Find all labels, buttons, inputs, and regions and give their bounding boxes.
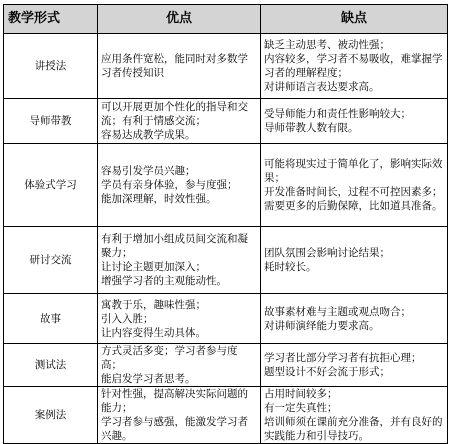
pros-cell — [98, 294, 261, 344]
cons-cell — [261, 344, 448, 387]
pros-line: 应用条件宽松，能同时对多数学习者传授知识 — [101, 53, 248, 79]
table-row — [4, 227, 448, 294]
pros-line: 让讨论主题更加深入； — [101, 261, 206, 273]
cons-line: 耗时较长。 — [264, 261, 317, 273]
pros-line: 容易引发学员兴趣； — [101, 165, 196, 177]
pros-line: 针对性强，提高解决实际问题的能力； — [101, 388, 248, 414]
method-cell: 讲授法 — [4, 34, 98, 99]
cons-line: 受导师能力和责任性影响较大； — [264, 108, 411, 120]
method-cell: 案例法 — [4, 387, 98, 444]
pros-line: 容易达成教学成果。 — [101, 129, 196, 141]
header-pros: 优点 — [98, 5, 261, 34]
cons-line: 题型设计不好会流于形式； — [264, 366, 390, 378]
cons-line: 需要更多的后勤保障，比如道具准备。 — [264, 200, 443, 212]
pros-line: 能启发学习者思考。 — [101, 373, 196, 385]
pros-line: 可以开展更加个性化的指导和交流；有利于情感交流； — [101, 101, 248, 127]
pros-line: 学习者参与感强，能激发学习者兴趣。 — [101, 416, 248, 442]
cons-line: 可能将现实过于简单化了，影响实际效果； — [264, 158, 443, 184]
header-cons: 缺点 — [261, 5, 448, 34]
pros-line: 有利于增加小组成员间交流和凝聚力； — [101, 233, 248, 259]
table-body — [4, 34, 448, 444]
cons-line: 故事素材难与主题或观点吻合； — [264, 305, 411, 318]
table-row — [4, 34, 448, 99]
pros-cell — [98, 34, 261, 99]
table-row — [4, 344, 448, 387]
cons-line: 缺乏主动思考、被动性强； — [264, 39, 390, 51]
pros-line: 学员有亲身体验，参与度强； — [101, 179, 238, 191]
pros-line: 引入入胜； — [101, 312, 154, 325]
pros-cell — [98, 344, 261, 387]
cons-line: 导师带教人数有限。 — [264, 122, 359, 134]
pros-cell — [98, 99, 261, 144]
cons-line: 对讲师语言表达要求高。 — [264, 81, 380, 93]
cons-line: 培训师须在课前充分准备，并有良好的实践能力和引导技巧。 — [264, 416, 443, 442]
cons-line: 学习者比部分学习者有抗拒心理； — [264, 352, 422, 364]
pros-cell — [98, 227, 261, 294]
teaching-methods-table — [3, 4, 448, 444]
cons-cell — [261, 387, 448, 444]
cons-line: 对讲师演绎能力要求高。 — [264, 319, 380, 332]
header-method: 教学形式 — [4, 5, 98, 34]
pros-line: 让内容变得生动具体。 — [101, 326, 206, 339]
cons-line: 开发准备时间长，过程不可控因素多； — [264, 186, 443, 198]
method-cell: 研讨交流 — [4, 227, 98, 294]
pros-line: 增强学习者的主观能动性。 — [101, 275, 227, 287]
cons-cell — [261, 294, 448, 344]
pros-cell — [98, 387, 261, 444]
cons-cell — [261, 144, 448, 227]
method-cell: 体验式学习 — [4, 144, 98, 227]
cons-line: 有一定失真性； — [264, 402, 338, 414]
cons-cell — [261, 227, 448, 294]
pros-line: 方式灵活多变；学习者参与度高； — [101, 345, 238, 371]
method-cell: 故事 — [4, 294, 98, 344]
cons-cell — [261, 34, 448, 99]
cons-line: 内容较多，学习者不易吸收，难掌握学习者的理解程度； — [264, 53, 443, 79]
cons-line: 团队氛围会影响讨论结果； — [264, 247, 390, 259]
table-row — [4, 144, 448, 227]
method-cell: 导师带教 — [4, 99, 98, 144]
pros-line: 能加深理解，时效性强。 — [101, 193, 217, 205]
table-row — [4, 99, 448, 144]
pros-cell — [98, 144, 261, 227]
cons-line: 占用时间较多； — [264, 388, 338, 400]
cons-cell — [261, 99, 448, 144]
table-row — [4, 387, 448, 444]
header-row — [4, 5, 448, 34]
table-row — [4, 294, 448, 344]
method-cell: 测试法 — [4, 344, 98, 387]
pros-line: 寓教于乐，趣味性强； — [101, 298, 206, 311]
